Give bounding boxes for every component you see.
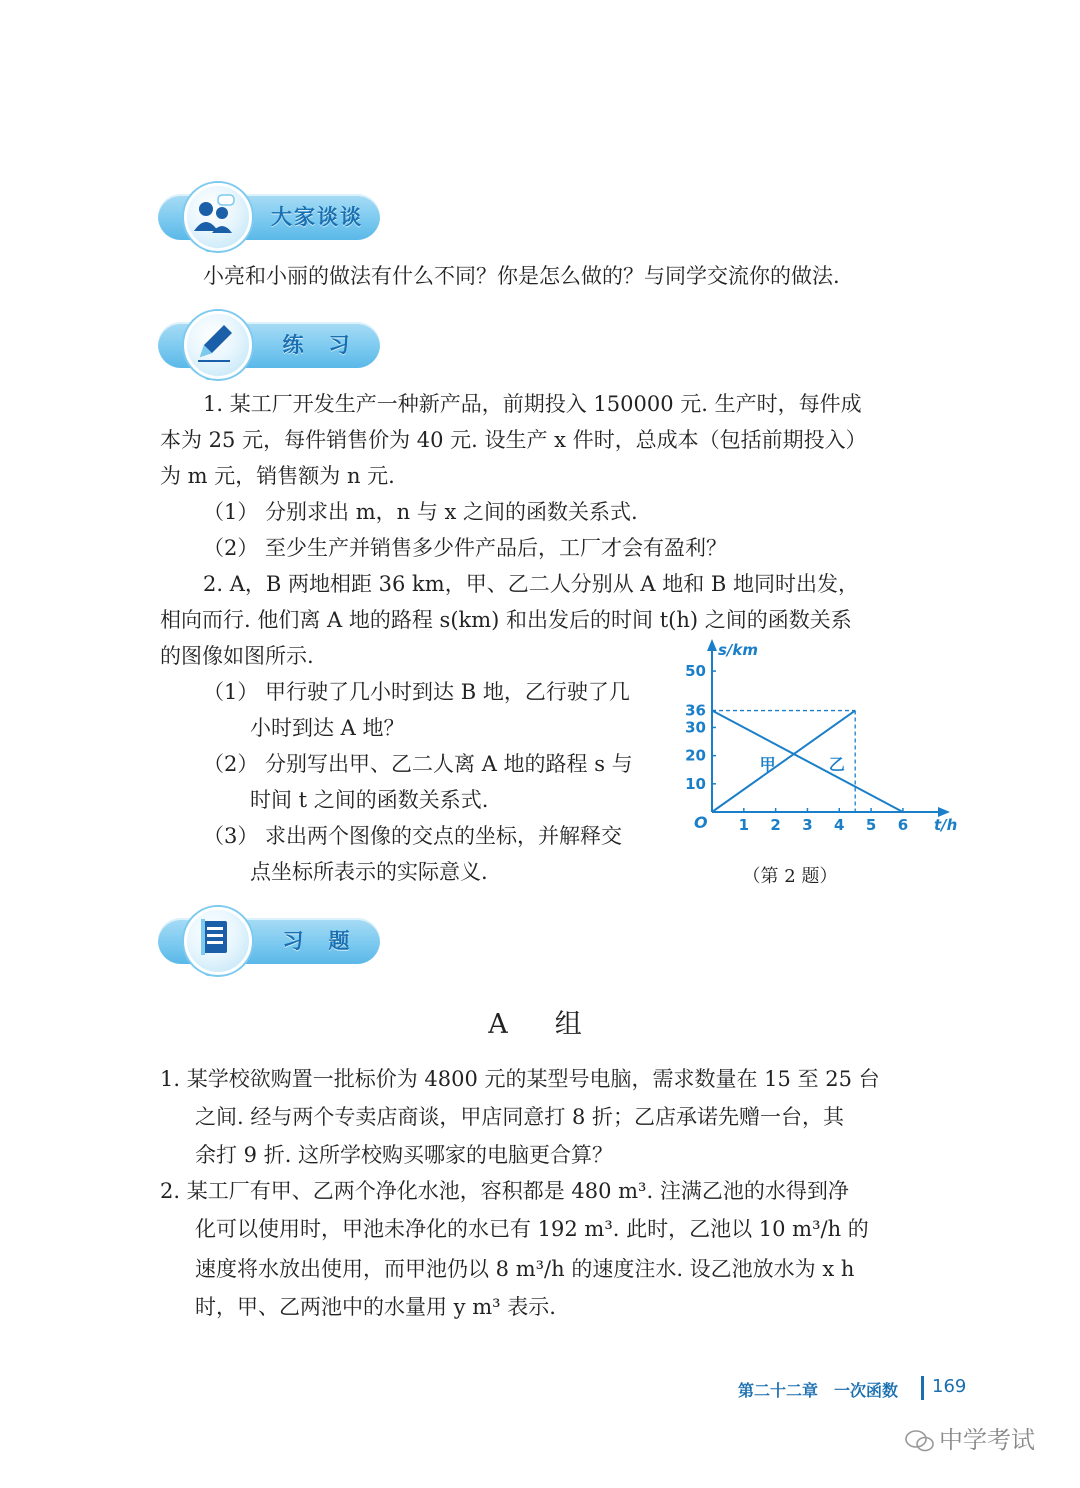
- exercises-icon-circle: [184, 907, 252, 975]
- exercise-1-line1: 1. 某学校欲购置一批标价为 4800 元的某型号电脑，需求数量在 15 至 25 台: [160, 1067, 880, 1091]
- notebook-icon: [184, 907, 246, 969]
- watermark-text: 中学考试: [939, 1426, 1035, 1454]
- origin-label: O: [694, 813, 708, 832]
- practice-q2-line2: 相向而行. 他们离 A 地的路程 s(km) 和出发后的时间 t(h) 之间的函数关系: [160, 608, 852, 632]
- x-tick-label: 4: [834, 816, 845, 834]
- practice-q1-line2: 本为 25 元，每件销售价为 40 元. 设生产 x 件时，总成本（包括前期投入）: [160, 428, 867, 452]
- y-tick-label: 36: [685, 701, 706, 720]
- x-tick-label: 2: [770, 816, 781, 834]
- series-label-2: 乙: [828, 755, 845, 775]
- y-axis-arrow: [707, 639, 717, 651]
- practice-q1-line3: 为 m 元，销售额为 n 元.: [160, 464, 395, 488]
- y-axis-label: s/km: [718, 641, 759, 659]
- y-tick-label: 10: [685, 774, 706, 793]
- exercise-2-line1: 2. 某工厂有甲、乙两个净化水池，容积都是 480 m³. 注满乙池的水得到净: [160, 1179, 849, 1203]
- x-axis-label: t/h: [934, 816, 958, 834]
- practice-q1-sub1: （1） 分别求出 m，n 与 x 之间的函数关系式.: [203, 500, 638, 524]
- series-line-2: [712, 711, 903, 812]
- x-tick-label: 6: [897, 816, 909, 834]
- y-tick-label: 20: [685, 746, 706, 765]
- practice-q1-sub2: （2） 至少生产并销售多少件产品后，工厂才会有盈利？: [203, 536, 728, 560]
- practice-q2-line1: 2. A，B 两地相距 36 km，甲、乙二人分别从 A 地和 B 地同时出发，: [203, 572, 859, 596]
- x-tick-label: 5: [865, 816, 877, 834]
- exercise-2-line3: 速度将水放出使用，而甲池仍以 8 m³/h 的速度注水. 设乙池放水为 x h: [195, 1257, 855, 1281]
- chapter-title: 第二十二章 一次函数: [738, 1381, 899, 1400]
- x-tick-label: 3: [802, 816, 813, 834]
- exercises-title: 习 题: [282, 929, 352, 953]
- practice-q2-sub2b: 时间 t 之间的函数关系式.: [250, 788, 489, 812]
- practice-q2-sub3a: （3） 求出两个图像的交点的坐标，并解释交: [203, 824, 623, 848]
- exercise-1-line2: 之间. 经与两个专卖店商谈，甲店同意打 8 折；乙店承诺先赠一台，其: [195, 1105, 845, 1129]
- exercise-2-line4: 时，甲、乙两池中的水量用 y m³ 表示.: [195, 1295, 556, 1319]
- y-tick-label: 50: [685, 662, 706, 681]
- distance-time-chart: [668, 640, 958, 860]
- practice-q2-sub1a: （1） 甲行驶了几小时到达 B 地，乙行驶了几: [203, 680, 630, 704]
- x-tick-label: 1: [738, 816, 750, 834]
- series-label-1: 甲: [759, 755, 776, 775]
- group-a-title: A 组: [488, 1009, 592, 1040]
- wechat-icon: [905, 1429, 935, 1453]
- practice-q2-sub3b: 点坐标所表示的实际意义.: [250, 860, 488, 884]
- practice-q2-sub2a: （2） 分别写出甲、乙二人离 A 地的路程 s 与: [203, 752, 633, 776]
- pencil-icon: [184, 311, 246, 373]
- chart-caption: （第 2 题）: [742, 866, 838, 887]
- exercise-1-line3: 余打 9 折. 这所学校购买哪家的电脑更合算？: [195, 1143, 614, 1167]
- practice-icon-circle: [184, 311, 252, 379]
- practice-q2-sub1b: 小时到达 A 地？: [250, 716, 405, 740]
- page-number: 169: [932, 1376, 967, 1397]
- practice-q1-line1: 1. 某工厂开发生产一种新产品，前期投入 150000 元. 生产时，每件成: [203, 392, 862, 416]
- footer-divider: [921, 1376, 924, 1400]
- watermark: [905, 1420, 1035, 1455]
- discuss-text: 小亮和小丽的做法有什么不同？你是怎么做的？与同学交流你的做法.: [203, 264, 840, 288]
- discuss-title: 大家谈谈: [271, 205, 363, 229]
- y-tick-label: 30: [685, 718, 706, 737]
- people-talking-icon: [184, 183, 246, 245]
- practice-q2-line3: 的图像如图所示.: [160, 644, 314, 668]
- discuss-icon-circle: [184, 183, 252, 251]
- exercise-2-line2: 化可以使用时，甲池未净化的水已有 192 m³. 此时，乙池以 10 m³/h 的: [195, 1217, 869, 1241]
- practice-title: 练 习: [282, 333, 352, 357]
